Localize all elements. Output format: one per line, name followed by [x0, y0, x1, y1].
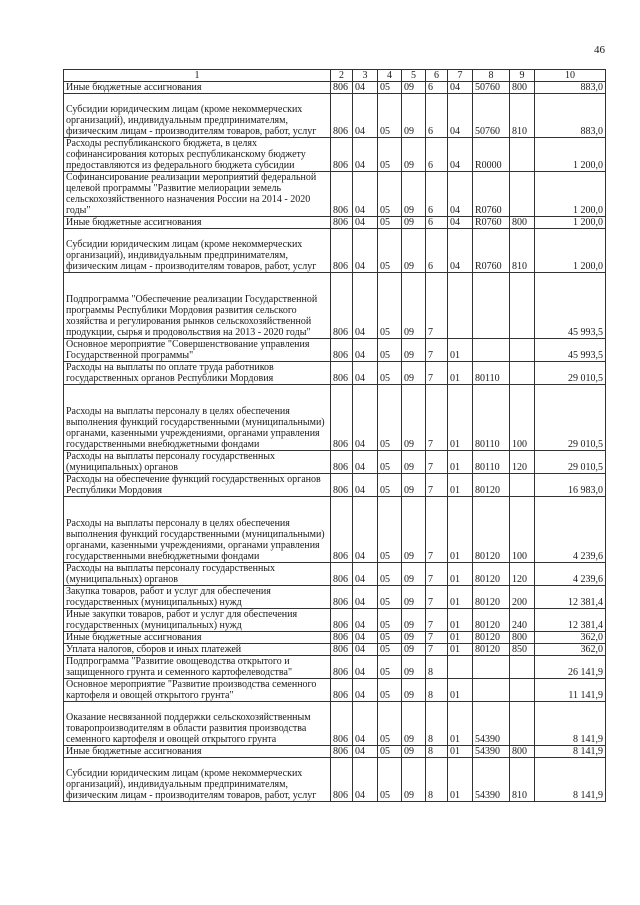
row-description: Иные бюджетные ассигнования [64, 82, 331, 94]
row-code-c6: 8 [426, 702, 448, 746]
row-code-c6: 7 [426, 385, 448, 451]
page-number: 46 [594, 44, 605, 56]
row-code-c5: 09 [402, 94, 426, 138]
row-code-c4: 05 [378, 702, 402, 746]
row-code-c9: 800 [510, 217, 535, 229]
row-amount: 362,0 [535, 632, 606, 644]
row-description: Уплата налогов, сборов и иных платежей [64, 644, 331, 656]
table-row [64, 362, 606, 385]
row-code-c3: 04 [353, 339, 378, 362]
row-code-c3: 04 [353, 94, 378, 138]
row-code-c7: 04 [448, 217, 473, 229]
row-code-c5: 09 [402, 172, 426, 217]
row-code-c9: 800 [510, 632, 535, 644]
row-description: Иные закупки товаров, работ и услуг для обеспечения государственных (муниципальных) нужд [64, 609, 331, 632]
row-code-c5: 09 [402, 497, 426, 563]
row-code-c2: 806 [331, 563, 353, 586]
row-code-c2: 806 [331, 679, 353, 702]
table-row [64, 746, 606, 758]
table-row [64, 609, 606, 632]
row-code-c7: 01 [448, 497, 473, 563]
row-code-c4: 05 [378, 385, 402, 451]
row-code-c8: 80110 [473, 362, 510, 385]
table-row [64, 497, 606, 563]
table-row [64, 273, 606, 339]
row-code-c6: 6 [426, 94, 448, 138]
row-code-c8: 50760 [473, 82, 510, 94]
row-code-c6: 6 [426, 217, 448, 229]
row-code-c6: 8 [426, 746, 448, 758]
row-code-c8: 54390 [473, 746, 510, 758]
row-code-c3: 04 [353, 702, 378, 746]
row-code-c5: 09 [402, 217, 426, 229]
row-code-c9 [510, 339, 535, 362]
row-amount: 4 239,6 [535, 497, 606, 563]
row-description: Иные бюджетные ассигнования [64, 746, 331, 758]
row-code-c6: 7 [426, 586, 448, 609]
row-amount: 1 200,0 [535, 217, 606, 229]
row-code-c8: 80120 [473, 474, 510, 497]
row-code-c8: 80120 [473, 644, 510, 656]
table-row [64, 339, 606, 362]
row-code-c4: 05 [378, 656, 402, 679]
row-code-c5: 09 [402, 563, 426, 586]
row-code-c5: 09 [402, 474, 426, 497]
column-header: 4 [378, 70, 402, 82]
row-code-c2: 806 [331, 362, 353, 385]
row-code-c5: 09 [402, 702, 426, 746]
row-code-c9 [510, 138, 535, 172]
row-code-c6: 7 [426, 362, 448, 385]
row-code-c3: 04 [353, 172, 378, 217]
row-description: Основное мероприятие "Развитие производства семенного картофеля и овощей открытого грунта" [64, 679, 331, 702]
row-code-c2: 806 [331, 217, 353, 229]
table-row [64, 632, 606, 644]
row-code-c7 [448, 656, 473, 679]
column-header: 1 [64, 70, 331, 82]
row-code-c4: 05 [378, 644, 402, 656]
row-code-c4: 05 [378, 94, 402, 138]
row-code-c3: 04 [353, 609, 378, 632]
table-row [64, 758, 606, 802]
row-description: Субсидии юридическим лицам (кроме некоммерческих организаций), индивидуальным предпринимателям, физическим лицам - производителям товаров, работ, услуг [64, 94, 331, 138]
row-code-c7: 04 [448, 229, 473, 273]
row-description: Расходы на выплаты по оплате труда работников государственных органов Республики Мордовия [64, 362, 331, 385]
row-code-c2: 806 [331, 94, 353, 138]
table-row [64, 82, 606, 94]
table-row [64, 229, 606, 273]
row-description: Расходы на выплаты персоналу государственных (муниципальных) органов [64, 451, 331, 474]
row-code-c4: 05 [378, 474, 402, 497]
row-code-c4: 05 [378, 273, 402, 339]
row-code-c6: 7 [426, 273, 448, 339]
row-code-c7: 01 [448, 362, 473, 385]
row-code-c7: 01 [448, 758, 473, 802]
table-row [64, 563, 606, 586]
row-code-c7: 04 [448, 94, 473, 138]
row-code-c7: 01 [448, 563, 473, 586]
row-code-c2: 806 [331, 273, 353, 339]
row-code-c8 [473, 679, 510, 702]
row-code-c3: 04 [353, 229, 378, 273]
row-code-c2: 806 [331, 138, 353, 172]
row-code-c5: 09 [402, 758, 426, 802]
row-amount: 29 010,5 [535, 385, 606, 451]
row-description: Подпрограмма "Обеспечение реализации Государственной программы Республики Мордовия развития сельского хозяйства и регулирования рынков сельскохозяйственной продукции, сырья и продовольствия на 2013 - 2020 годы" [64, 273, 331, 339]
row-code-c3: 04 [353, 82, 378, 94]
row-description: Субсидии юридическим лицам (кроме некоммерческих организаций), индивидуальным предпринимателям, физическим лицам - производителям товаров, работ, услуг [64, 758, 331, 802]
row-code-c3: 04 [353, 273, 378, 339]
row-description: Расходы на выплаты персоналу в целях обеспечения выполнения функций государственными (муниципальными) органами, казенными учреждениями, органами управления государственными внебюджетными фондами [64, 497, 331, 563]
row-code-c2: 806 [331, 586, 353, 609]
row-code-c7: 01 [448, 609, 473, 632]
column-header: 6 [426, 70, 448, 82]
row-amount: 12 381,4 [535, 586, 606, 609]
row-code-c9: 850 [510, 644, 535, 656]
row-code-c4: 05 [378, 451, 402, 474]
row-description: Подпрограмма "Развитие овощеводства открытого и защищенного грунта и семенного картофелеводства" [64, 656, 331, 679]
row-code-c8: 80120 [473, 586, 510, 609]
row-code-c4: 05 [378, 229, 402, 273]
row-code-c3: 04 [353, 217, 378, 229]
table-row [64, 217, 606, 229]
row-code-c9 [510, 273, 535, 339]
row-code-c9: 800 [510, 82, 535, 94]
row-description: Оказание несвязанной поддержки сельскохозяйственным товаропроизводителям в области развития производства семенного картофеля и овощей открытого грунта [64, 702, 331, 746]
row-description: Расходы на выплаты персоналу в целях обеспечения выполнения функций государственными (муниципальными) органами, казенными учреждениями, органами управления государственными внебюджетными фондами [64, 385, 331, 451]
row-code-c6: 7 [426, 632, 448, 644]
table-row [64, 586, 606, 609]
row-code-c4: 05 [378, 609, 402, 632]
row-code-c8: 80120 [473, 632, 510, 644]
column-header: 10 [535, 70, 606, 82]
row-code-c2: 806 [331, 632, 353, 644]
row-code-c3: 04 [353, 451, 378, 474]
table-row [64, 702, 606, 746]
row-description: Иные бюджетные ассигнования [64, 632, 331, 644]
row-code-c5: 09 [402, 82, 426, 94]
row-code-c9: 100 [510, 497, 535, 563]
row-code-c5: 09 [402, 656, 426, 679]
row-code-c6: 7 [426, 644, 448, 656]
row-code-c5: 09 [402, 632, 426, 644]
row-code-c3: 04 [353, 644, 378, 656]
row-code-c6: 6 [426, 82, 448, 94]
row-code-c2: 806 [331, 82, 353, 94]
column-header: 5 [402, 70, 426, 82]
row-code-c7: 01 [448, 339, 473, 362]
row-amount: 1 200,0 [535, 172, 606, 217]
column-header: 2 [331, 70, 353, 82]
row-code-c7: 01 [448, 644, 473, 656]
row-amount: 29 010,5 [535, 362, 606, 385]
row-code-c7: 01 [448, 702, 473, 746]
column-header: 7 [448, 70, 473, 82]
row-code-c8: 80110 [473, 451, 510, 474]
table-row [64, 644, 606, 656]
row-code-c4: 05 [378, 586, 402, 609]
row-code-c7: 04 [448, 138, 473, 172]
row-code-c6: 7 [426, 451, 448, 474]
row-code-c4: 05 [378, 679, 402, 702]
row-code-c4: 05 [378, 138, 402, 172]
row-code-c8: 80110 [473, 385, 510, 451]
row-code-c2: 806 [331, 702, 353, 746]
row-code-c8 [473, 273, 510, 339]
row-code-c9 [510, 679, 535, 702]
row-code-c9 [510, 474, 535, 497]
row-code-c4: 05 [378, 632, 402, 644]
row-code-c7: 01 [448, 385, 473, 451]
row-code-c3: 04 [353, 497, 378, 563]
row-code-c4: 05 [378, 172, 402, 217]
row-code-c2: 806 [331, 172, 353, 217]
row-amount: 1 200,0 [535, 138, 606, 172]
row-code-c9: 240 [510, 609, 535, 632]
column-header: 9 [510, 70, 535, 82]
row-code-c6: 6 [426, 229, 448, 273]
row-code-c5: 09 [402, 609, 426, 632]
row-code-c2: 806 [331, 451, 353, 474]
row-code-c2: 806 [331, 644, 353, 656]
row-description: Основное мероприятие "Совершенствование управления Государственной программы" [64, 339, 331, 362]
row-description: Субсидии юридическим лицам (кроме некоммерческих организаций), индивидуальным предпринимателям, физическим лицам - производителям товаров, работ, услуг [64, 229, 331, 273]
row-amount: 45 993,5 [535, 339, 606, 362]
row-code-c4: 05 [378, 746, 402, 758]
row-code-c7: 01 [448, 586, 473, 609]
row-code-c4: 05 [378, 82, 402, 94]
row-code-c8: R0760 [473, 172, 510, 217]
table-row [64, 474, 606, 497]
row-code-c6: 8 [426, 656, 448, 679]
row-code-c8: R0760 [473, 217, 510, 229]
row-code-c9: 120 [510, 451, 535, 474]
row-code-c9 [510, 362, 535, 385]
row-code-c3: 04 [353, 656, 378, 679]
row-code-c3: 04 [353, 385, 378, 451]
row-code-c9 [510, 172, 535, 217]
table-body [64, 82, 606, 802]
row-code-c2: 806 [331, 497, 353, 563]
row-description: Закупка товаров, работ и услуг для обеспечения государственных (муниципальных) нужд [64, 586, 331, 609]
row-code-c5: 09 [402, 586, 426, 609]
row-code-c3: 04 [353, 474, 378, 497]
row-code-c4: 05 [378, 362, 402, 385]
row-amount: 11 141,9 [535, 679, 606, 702]
row-code-c2: 806 [331, 229, 353, 273]
row-code-c6: 6 [426, 138, 448, 172]
row-amount: 8 141,9 [535, 746, 606, 758]
row-amount: 8 141,9 [535, 758, 606, 802]
table-row [64, 172, 606, 217]
row-code-c5: 09 [402, 451, 426, 474]
column-header: 8 [473, 70, 510, 82]
row-code-c8 [473, 339, 510, 362]
row-code-c8 [473, 656, 510, 679]
row-code-c4: 05 [378, 217, 402, 229]
row-code-c8: 50760 [473, 94, 510, 138]
table-header-row [64, 70, 606, 82]
row-code-c9 [510, 656, 535, 679]
row-amount: 883,0 [535, 94, 606, 138]
row-code-c3: 04 [353, 758, 378, 802]
row-code-c7: 04 [448, 172, 473, 217]
row-amount: 8 141,9 [535, 702, 606, 746]
row-code-c4: 05 [378, 497, 402, 563]
row-amount: 883,0 [535, 82, 606, 94]
row-code-c3: 04 [353, 563, 378, 586]
row-code-c9: 800 [510, 746, 535, 758]
row-code-c3: 04 [353, 586, 378, 609]
row-code-c8: 80120 [473, 563, 510, 586]
row-amount: 1 200,0 [535, 229, 606, 273]
row-code-c9: 810 [510, 229, 535, 273]
row-code-c9: 200 [510, 586, 535, 609]
row-code-c7: 01 [448, 632, 473, 644]
budget-table [63, 69, 606, 802]
table-row [64, 679, 606, 702]
row-code-c7: 04 [448, 82, 473, 94]
row-code-c5: 09 [402, 138, 426, 172]
row-code-c6: 8 [426, 679, 448, 702]
row-description: Расходы на выплаты персоналу государственных (муниципальных) органов [64, 563, 331, 586]
row-description: Иные бюджетные ассигнования [64, 217, 331, 229]
row-code-c8: 80120 [473, 497, 510, 563]
row-code-c3: 04 [353, 632, 378, 644]
row-code-c2: 806 [331, 609, 353, 632]
table-row [64, 138, 606, 172]
row-code-c3: 04 [353, 138, 378, 172]
row-code-c8: 54390 [473, 702, 510, 746]
row-code-c6: 8 [426, 758, 448, 802]
row-code-c3: 04 [353, 362, 378, 385]
row-amount: 16 983,0 [535, 474, 606, 497]
row-code-c3: 04 [353, 746, 378, 758]
row-amount: 26 141,9 [535, 656, 606, 679]
row-code-c7: 01 [448, 679, 473, 702]
row-code-c6: 7 [426, 563, 448, 586]
row-code-c2: 806 [331, 474, 353, 497]
row-code-c5: 09 [402, 273, 426, 339]
row-amount: 45 993,5 [535, 273, 606, 339]
row-description: Софинансирование реализации мероприятий федеральной целевой программы "Развитие мелиорации земель сельскохозяйственного назначения России на 2014 - 2020 годы" [64, 172, 331, 217]
row-amount: 29 010,5 [535, 451, 606, 474]
row-code-c7: 01 [448, 474, 473, 497]
row-code-c5: 09 [402, 746, 426, 758]
column-header: 3 [353, 70, 378, 82]
table-row [64, 94, 606, 138]
row-code-c8: 54390 [473, 758, 510, 802]
row-code-c4: 05 [378, 339, 402, 362]
row-code-c8: R0000 [473, 138, 510, 172]
row-code-c2: 806 [331, 339, 353, 362]
row-code-c6: 6 [426, 172, 448, 217]
row-code-c8: 80120 [473, 609, 510, 632]
row-code-c2: 806 [331, 656, 353, 679]
row-code-c9: 100 [510, 385, 535, 451]
row-code-c9 [510, 702, 535, 746]
table-row [64, 451, 606, 474]
row-code-c4: 05 [378, 563, 402, 586]
row-code-c9: 120 [510, 563, 535, 586]
row-code-c6: 7 [426, 474, 448, 497]
row-code-c5: 09 [402, 362, 426, 385]
row-code-c4: 05 [378, 758, 402, 802]
row-description: Расходы на обеспечение функций государственных органов Республики Мордовия [64, 474, 331, 497]
row-description: Расходы республиканского бюджета, в целях софинансирования которых республиканскому бюджету предоставляются из федерального бюджета субсидии [64, 138, 331, 172]
row-code-c5: 09 [402, 679, 426, 702]
row-code-c5: 09 [402, 229, 426, 273]
table-row [64, 385, 606, 451]
row-code-c8: R0760 [473, 229, 510, 273]
row-code-c7 [448, 273, 473, 339]
row-code-c2: 806 [331, 385, 353, 451]
row-code-c9: 810 [510, 758, 535, 802]
row-code-c5: 09 [402, 385, 426, 451]
table-row [64, 656, 606, 679]
row-code-c6: 7 [426, 497, 448, 563]
row-code-c5: 09 [402, 644, 426, 656]
row-amount: 4 239,6 [535, 563, 606, 586]
row-code-c9: 810 [510, 94, 535, 138]
row-code-c2: 806 [331, 746, 353, 758]
row-code-c2: 806 [331, 758, 353, 802]
row-amount: 362,0 [535, 644, 606, 656]
row-code-c6: 7 [426, 339, 448, 362]
row-code-c7: 01 [448, 746, 473, 758]
row-code-c6: 7 [426, 609, 448, 632]
row-code-c3: 04 [353, 679, 378, 702]
row-amount: 12 381,4 [535, 609, 606, 632]
row-code-c7: 01 [448, 451, 473, 474]
row-code-c5: 09 [402, 339, 426, 362]
